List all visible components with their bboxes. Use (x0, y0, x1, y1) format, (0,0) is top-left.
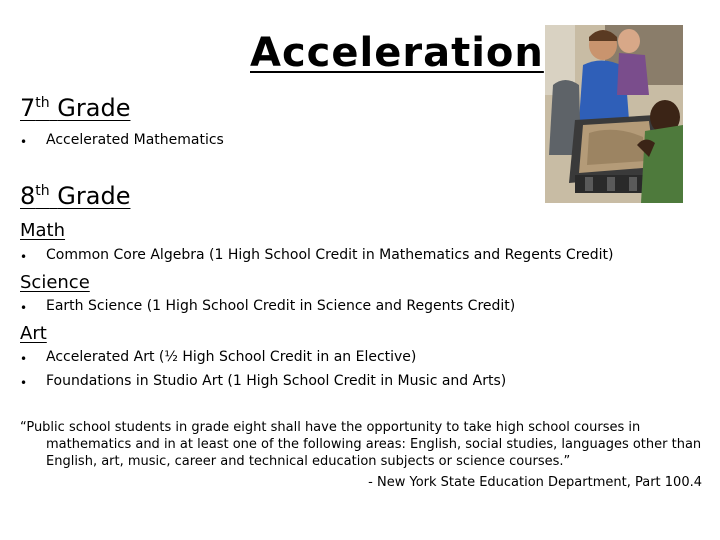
bullet: • (20, 250, 28, 264)
students-photo (545, 25, 683, 203)
grade-7-heading: 7th Grade (20, 94, 131, 122)
list-item: Earth Science (1 High School Credit in Science and Regents Credit) (46, 298, 516, 314)
list-item: Accelerated Art (½ High School Credit in an Elective) (46, 349, 417, 365)
bullet: • (20, 352, 28, 366)
bullet: • (20, 135, 28, 149)
list-item: Accelerated Mathematics (46, 132, 224, 148)
bullet: • (20, 301, 28, 315)
students-photo-illustration (545, 25, 683, 203)
art-subheading: Art (20, 323, 47, 344)
math-subheading: Math (20, 220, 66, 241)
grade-8-heading: 8th Grade (20, 182, 131, 210)
slide-title: Acceleration (250, 30, 544, 76)
regulation-quote: “Public school students in grade eight shall have the opportunity to take high school courses in mathematics and in at least one of the following areas: English, social studies, languages other than English, art, music, career and technical education subjects or science courses.” (20, 420, 702, 469)
quote-attribution: - New York State Education Department, Part 100.4 (368, 475, 702, 490)
science-subheading: Science (20, 272, 90, 293)
list-item: Foundations in Studio Art (1 High School Credit in Music and Arts) (46, 373, 507, 389)
bullet: • (20, 376, 28, 390)
list-item: Common Core Algebra (1 High School Credit in Mathematics and Regents Credit) (46, 247, 614, 263)
